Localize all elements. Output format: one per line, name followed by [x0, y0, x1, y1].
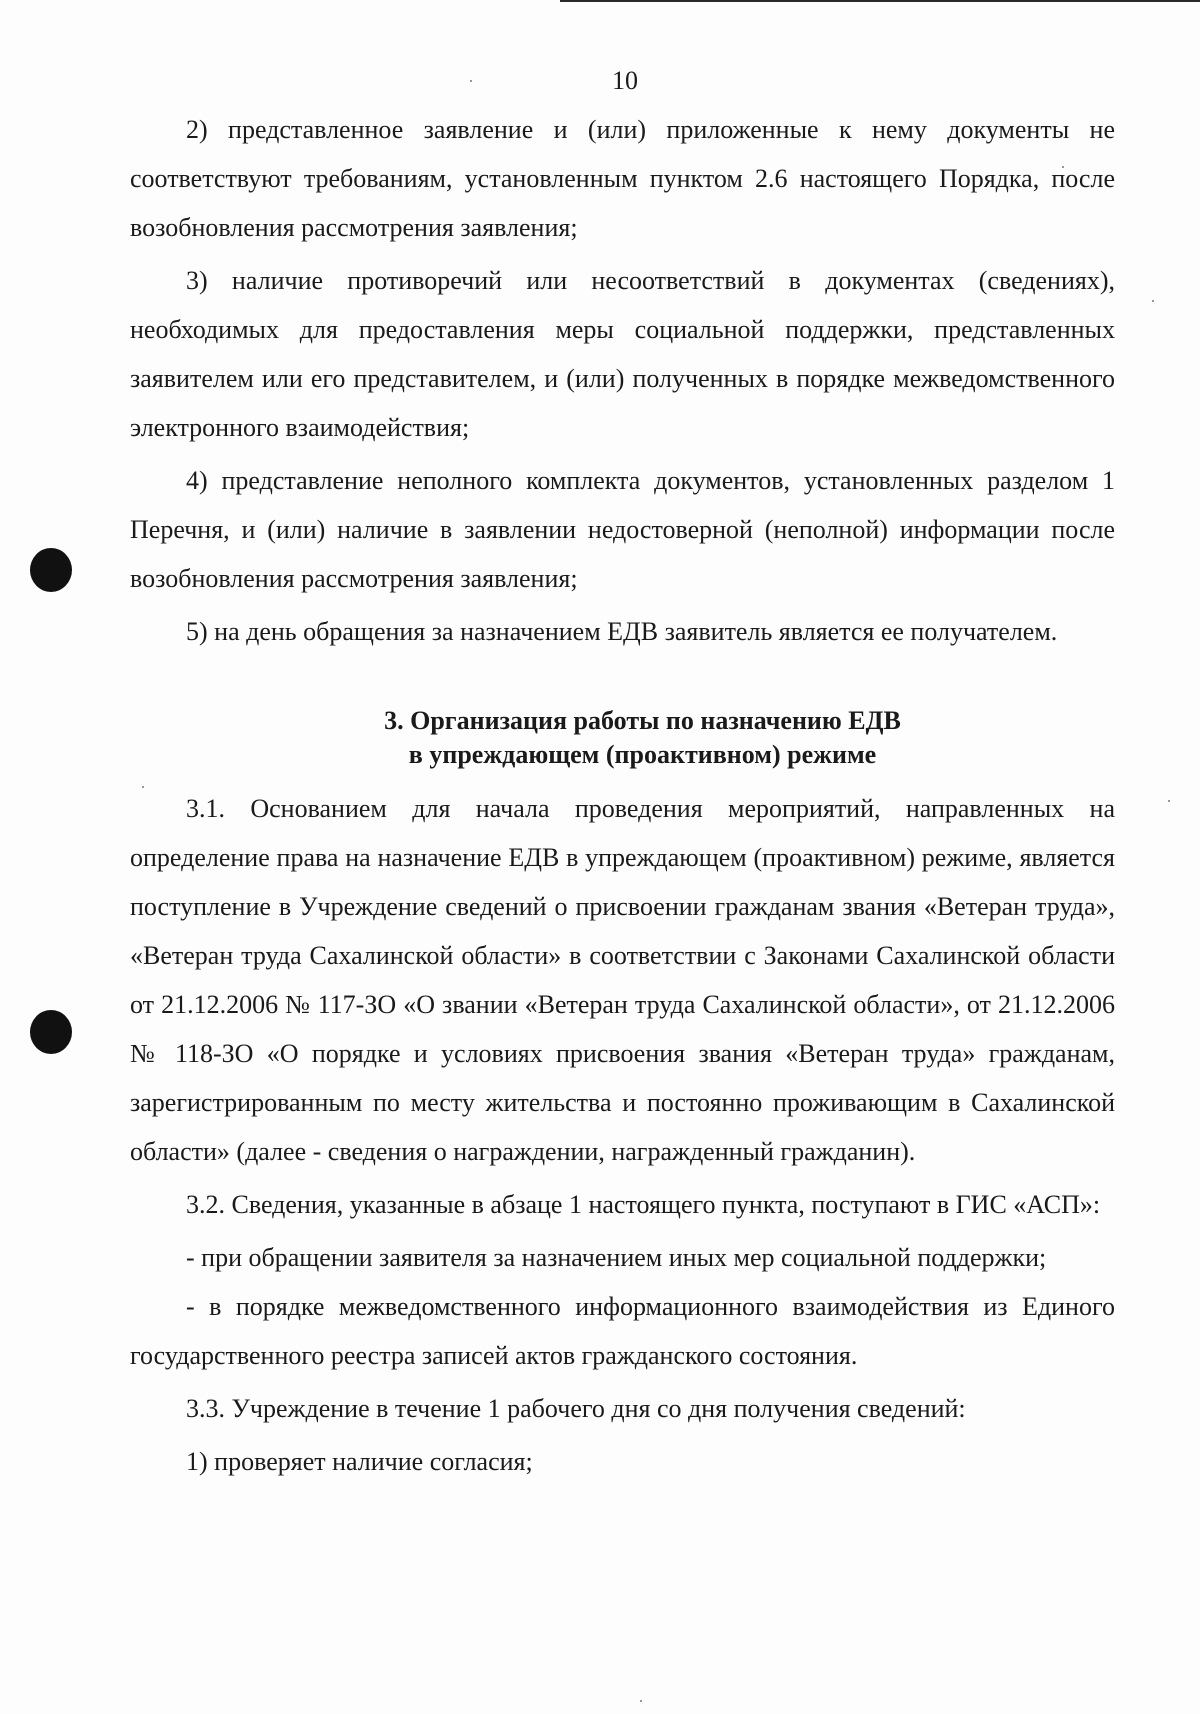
scan-speck [640, 1700, 642, 1702]
page-number: 10 [612, 66, 638, 95]
punch-hole-mark [30, 1010, 72, 1054]
section-heading-line-2: в упреждающем (проактивном) режиме [408, 740, 877, 769]
section-heading [130, 704, 1115, 772]
paragraph-item-5: 5) на день обращения за назначением ЕДВ заявитель является ее получателем. [186, 617, 1058, 646]
paragraph-3-3: 3.3. Учреждение в течение 1 рабочего дня со дня получения сведений: [186, 1394, 966, 1423]
paragraph-item-2: 2) представленное заявление и (или) приложенные к нему документы не соответствуют требованиям, установленным пунктом 2.6 настоящего Порядка, после возобновления рассмотрения заявления; [130, 115, 1115, 242]
scan-speck [1152, 300, 1154, 302]
scan-edge-line [560, 0, 1200, 2]
paragraph-3-1: 3.1. Основанием для начала проведения мероприятий, направленных на определение права на назначение ЕДВ в упреждающем (проактивном) режиме, является поступление в Учреждение сведений о присвоении гражданам звания «Ветеран труда», «Ветеран труда Сахалинской области» в соответствии с Законами Сахалинской области от 21.12.2006 № 117-ЗО «О звании «Ветеран труда Сахалинской области», от 21.12.2006 № 118-ЗО «О порядке и условиях присвоения звания «Ветеран труда» гражданам, зарегистрированным по месту жительства и постоянно проживающим в Сахалинской области» (далее - сведения о награждении, награжденный гражданин). [130, 794, 1115, 1166]
document-body [130, 105, 1115, 1486]
scan-speck [1168, 800, 1170, 802]
list-item-numbered-1: 1) проверяет наличие согласия; [186, 1447, 533, 1476]
paragraph-3-2: 3.2. Сведения, указанные в абзаце 1 настоящего пункта, поступают в ГИС «АСП»: [186, 1190, 1101, 1219]
punch-hole-mark [30, 548, 72, 592]
paragraph-item-3: 3) наличие противоречий или несоответствий в документах (сведениях), необходимых для предоставления меры социальной поддержки, представленных заявителем или его представителем, и (или) полученных в порядке межведомственного электронного взаимодействия; [130, 266, 1115, 442]
paragraph-item-4: 4) представление неполного комплекта документов, установленных разделом 1 Перечня, и (или) наличие в заявлении недостоверной (неполной) информации после возобновления рассмотрения заявления; [130, 466, 1115, 593]
section-heading-line-1: 3. Организация работы по назначению ЕДВ [384, 706, 901, 735]
list-item-dash-1: - при обращении заявителя за назначением иных мер социальной поддержки; [186, 1243, 1047, 1272]
list-item-dash-2: - в порядке межведомственного информационного взаимодействия из Единого государственного реестра записей актов гражданского состояния. [130, 1292, 1115, 1370]
